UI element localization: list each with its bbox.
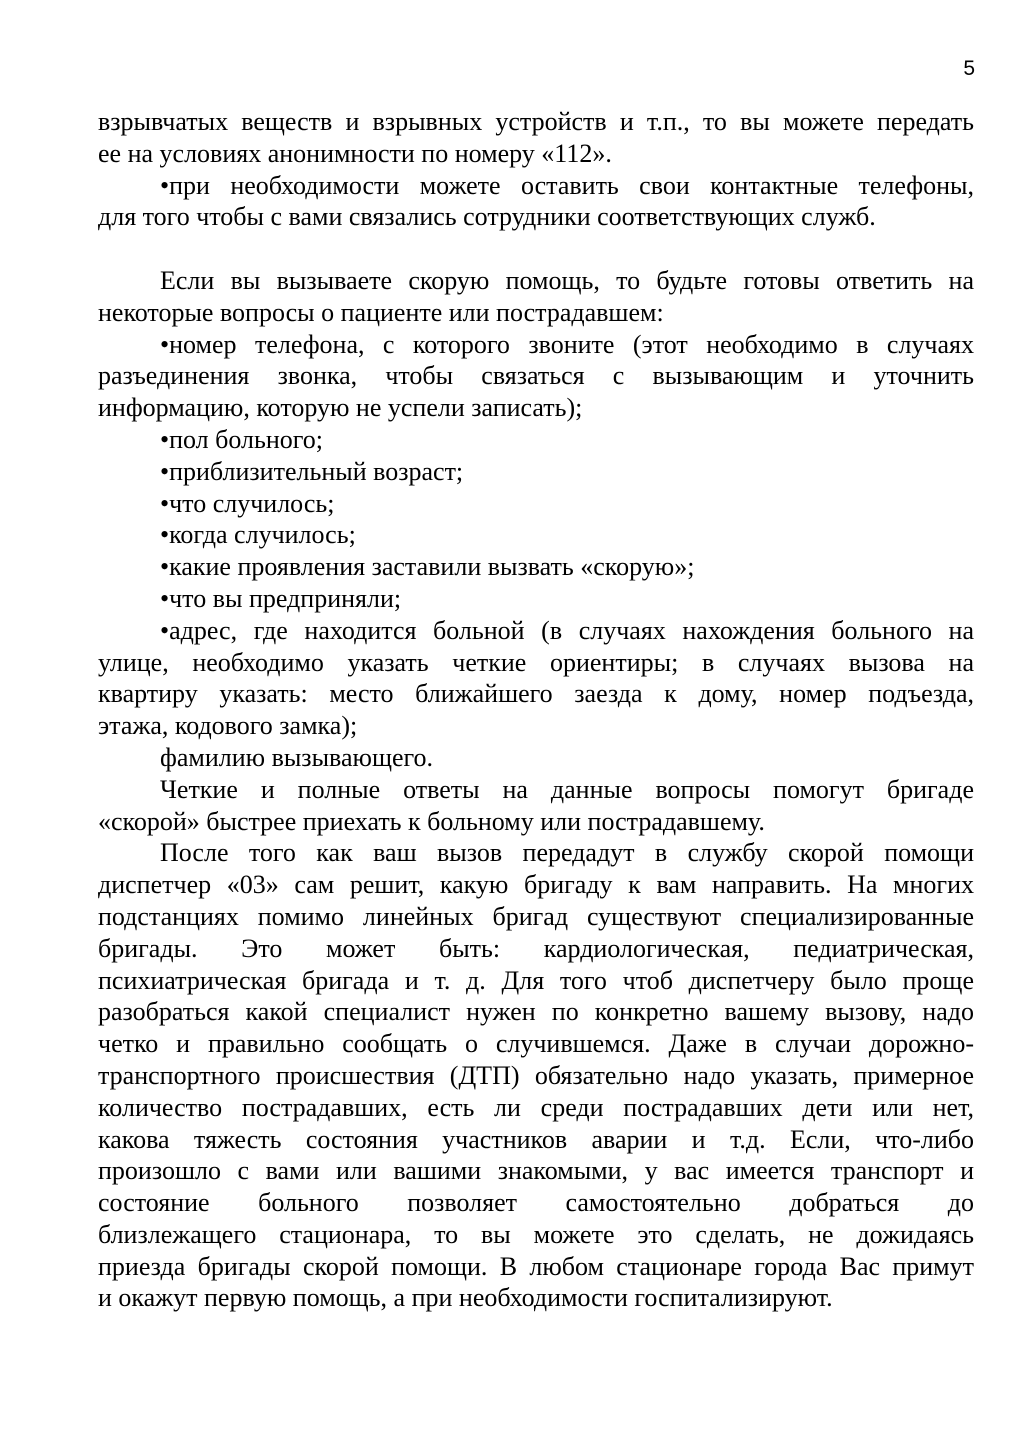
text-line: После того как ваш вызов передадут в службу скорой помощи	[160, 838, 974, 868]
text-line: •что случилось;	[160, 488, 335, 518]
text-line: квартиру указать: место ближайшего заезда к дому, номер подъезда,	[98, 679, 974, 709]
text-line: информацию, которую не успели записать);	[98, 393, 583, 423]
text-line: для того чтобы с вами связались сотрудники соответствующих служб.	[98, 202, 876, 232]
text-line: •пол больного;	[160, 424, 324, 454]
text-line: бригады. Это может быть: кардиологическая, педиатрическая,	[98, 933, 974, 963]
text-line: подстанциях помимо линейных бригад существуют специализированные	[98, 901, 974, 931]
text-line: •адрес, где находится больной (в случаях нахождения больного на	[160, 615, 974, 645]
text-line: •номер телефона, с которого звоните (этот необходимо в случаях	[160, 329, 974, 359]
text-line: Четкие и полные ответы на данные вопросы помогут бригаде	[160, 774, 974, 804]
text-line: количество пострадавших, есть ли среди пострадавших дети или нет,	[98, 1092, 974, 1122]
text-line: какова тяжесть состояния участников аварии и т.д. Если, что-либо	[98, 1124, 974, 1154]
text-line: приезда бригады скорой помощи. В любом стационаре города Вас примут	[98, 1251, 974, 1281]
text-line: транспортного происшествия (ДТП) обязательно надо указать, примерное	[98, 1060, 974, 1090]
text-line: четко и правильно сообщать о случившемся. Даже в случаи дорожно-	[98, 1029, 974, 1059]
text-line: ее на условиях анонимности по номеру «112».	[98, 138, 612, 168]
text-line: взрывчатых веществ и взрывных устройств и т.п., то вы можете передать	[98, 107, 974, 136]
text-line: разъединения звонка, чтобы связаться с вызывающим и уточнить	[98, 361, 974, 391]
document-text	[98, 106, 974, 1314]
text-line: •при необходимости можете оставить свои контактные телефоны,	[160, 170, 974, 200]
text-line: •приблизительный возраст;	[160, 456, 464, 486]
page-number: 5	[963, 57, 975, 80]
text-line: некоторые вопросы о пациенте или пострадавшем:	[98, 297, 664, 327]
text-line: •какие проявления заставили вызвать «скорую»;	[160, 552, 695, 582]
text-line: улице, необходимо указать четкие ориентиры; в случаях вызова на	[98, 647, 974, 677]
text-line: Если вы вызываете скорую помощь, то будьте готовы ответить на	[160, 265, 974, 295]
text-line: и окажут первую помощь, а при необходимости госпитализируют.	[98, 1283, 833, 1313]
text-line: состояние больного позволяет самостоятельно добраться до	[98, 1188, 974, 1218]
text-line: •что вы предприняли;	[160, 583, 402, 613]
text-line: произошло с вами или вашими знакомыми, у вас имеется транспорт и	[98, 1156, 974, 1186]
text-line: психиатрическая бригада и т. д. Для того чтоб диспетчеру было проще	[98, 965, 974, 995]
text-line: •когда случилось;	[160, 520, 356, 550]
text-line: диспетчер «03» сам решит, какую бригаду к вам направить. На многих	[98, 870, 974, 900]
text-line: этажа, кодового замка);	[98, 711, 358, 741]
text-line: «скорой» быстрее приехать к больному или пострадавшему.	[98, 806, 765, 836]
text-line: разобраться какой специалист нужен по конкретно вашему вызову, надо	[98, 997, 974, 1027]
text-line: фамилию вызывающего.	[160, 742, 434, 772]
blank-line	[98, 233, 974, 265]
text-line: близлежащего стационара, то вы можете это сделать, не дожидаясь	[98, 1219, 974, 1249]
